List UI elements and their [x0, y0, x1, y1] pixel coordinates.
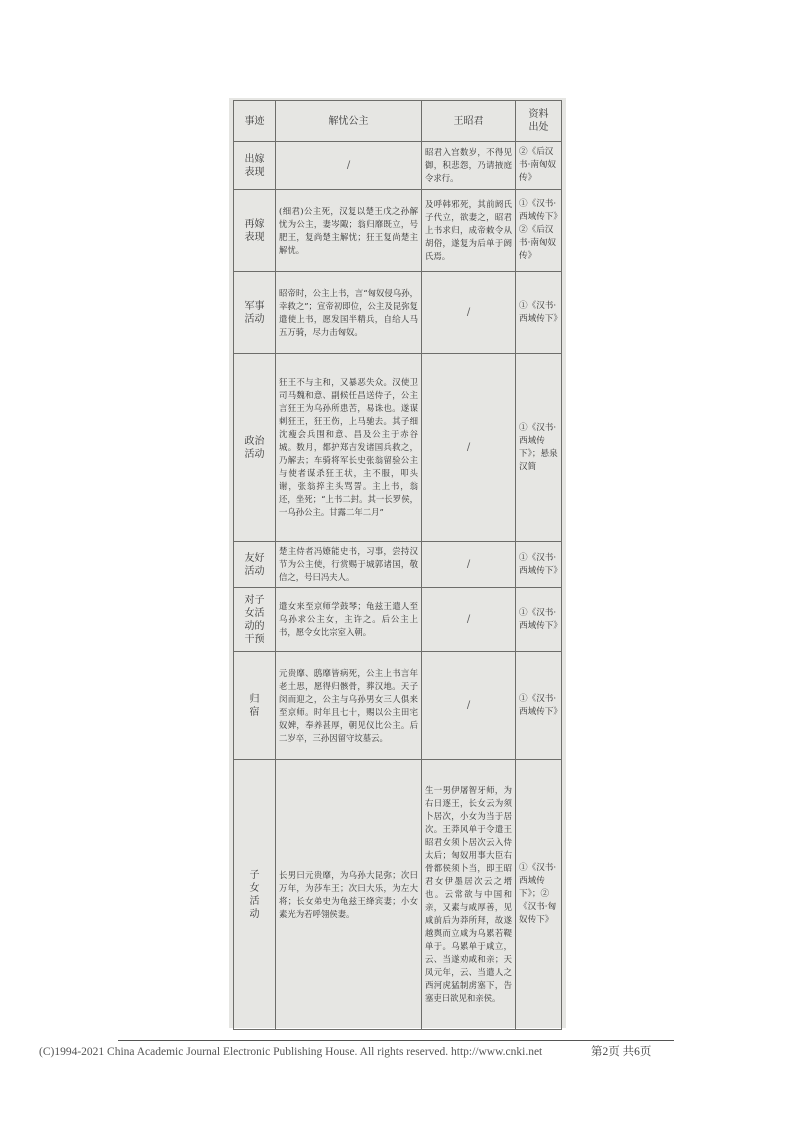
source-cell: ②《后汉书·南匈奴传》	[516, 142, 562, 190]
table-row	[234, 652, 562, 760]
footer-divider	[118, 1040, 674, 1041]
event-cell: 出嫁 表现	[234, 142, 276, 190]
source-cell: ①《汉书·西域传下》	[516, 272, 562, 354]
event-cell: 对子 女活 动的 干预	[234, 588, 276, 652]
table-header-row	[234, 101, 562, 142]
event-cell: 军事 活动	[234, 272, 276, 354]
table-row	[234, 142, 562, 190]
zhaojun-cell: /	[422, 652, 516, 760]
jieyou-cell: 长男曰元贵靡，为乌孙大昆弥；次曰万年，为莎车王；次曰大乐，为左大将；长女弟史为龟兹王绛宾妻；小女素光为若呼翎侯妻。	[276, 760, 422, 1030]
header-jieyou: 解忧公主	[276, 101, 422, 142]
zhaojun-cell: /	[422, 354, 516, 542]
jieyou-cell: 昭帝时，公主上书，言“匈奴侵乌孙，幸救之”；宣帝初即位，公主及昆弥复遣使上书，愿发国半精兵，自给人马五万骑，尽力击匈奴。	[276, 272, 422, 354]
zhaojun-cell: /	[422, 542, 516, 588]
source-cell: ①《汉书·西域传下》；②《汉书·匈奴传下》	[516, 760, 562, 1030]
jieyou-cell: 元贵靡、鸱靡皆病死，公主上书言年老土思，愿得归骸骨，葬汉地。天子闵而迎之，公主与乌孙男女三人俱来至京师。时年且七十，赐以公主田宅奴婢，奉养甚厚，朝见仪比公主。后二岁卒，三孙因留守坟墓云。	[276, 652, 422, 760]
zhaojun-cell: 昭君入宫数岁，不得见御，积悲怨，乃请掖庭令求行。	[422, 142, 516, 190]
jieyou-cell: 楚主侍者冯嫽能史书，习事，尝持汉节为公主使，行赏赐于城郭诸国，敬信之，号曰冯夫人。	[276, 542, 422, 588]
comparison-table	[233, 100, 562, 1030]
table-row	[234, 588, 562, 652]
header-event: 事迹	[234, 101, 276, 142]
table-row	[234, 542, 562, 588]
jieyou-cell: 狂王不与主和，又暴恶失众。汉使卫司马魏和意、副候任昌送侍子，公主言狂王为乌孙所患苦，易诛也。遂谋刺狂王，狂王伤，上马驰去。其子细沈瘦会兵围和意、昌及公主于赤谷城。数月，都护郑吉发诸国兵救之，乃解去；车骑将军长史张翁留验公主与使者谋杀狂王状，主不服，叩头谢，张翁捽主头骂詈。主上书，翁还，坐死；“上书二封。其一长罗侯，一乌孙公主。甘露二年二月”	[276, 354, 422, 542]
source-cell: ①《汉书·西域传下》	[516, 588, 562, 652]
event-cell: 再嫁 表现	[234, 190, 276, 272]
source-cell: ①《汉书·西域传下》	[516, 542, 562, 588]
event-cell: 友好 活动	[234, 542, 276, 588]
copyright-notice: (C)1994-2021 China Academic Journal Electronic Publishing House. All rights reserved. http://www.cnki.net	[39, 1046, 543, 1058]
event-cell: 归 宿	[234, 652, 276, 760]
source-cell: ①《汉书·西域传下》；悬泉汉简	[516, 354, 562, 542]
event-cell: 子 女 活 动	[234, 760, 276, 1030]
table-row	[234, 760, 562, 1030]
jieyou-cell: (细君)公主死，汉复以楚王戊之孙解忧为公主，妻岑陬；翁归靡既立，号肥王，复尚楚主解忧；狂王复尚楚主解忧。	[276, 190, 422, 272]
zhaojun-cell: /	[422, 588, 516, 652]
source-cell: ①《汉书·西域传下》	[516, 652, 562, 760]
table-row	[234, 190, 562, 272]
zhaojun-cell: 及呼韩邪死，其前阏氏子代立，欲妻之，昭君上书求归，成帝敕令从胡俗，遂复为后单于阏氏焉。	[422, 190, 516, 272]
jieyou-cell: /	[276, 142, 422, 190]
zhaojun-cell: 生一男伊屠智牙师，为右日逐王，长女云为须卜居次，小女为当于居次。王莽风单于令遣王昭君女须卜居次云入侍太后；匈奴用事大臣右骨都侯须卜当，即王昭君女伊墨居次云之壻也。云常欲与中国和亲，又素与咸厚善，见咸前后为莽所拜，故遂越舆而立咸为乌累若鞮单于。乌累单于咸立，云、当遂劝咸和亲；天凤元年，云、当遣人之西河虎猛制虏塞下，告塞吏曰欲见和亲侯。	[422, 760, 516, 1030]
table-row	[234, 354, 562, 542]
page-number: 第2页 共6页	[591, 1043, 651, 1059]
event-cell: 政治 活动	[234, 354, 276, 542]
header-source: 资料 出处	[516, 101, 562, 142]
table-row	[234, 272, 562, 354]
header-zhaojun: 王昭君	[422, 101, 516, 142]
zhaojun-cell: /	[422, 272, 516, 354]
jieyou-cell: 遣女来至京师学鼓琴；龟兹王遣人至乌孙求公主女，主许之。后公主上书，愿令女比宗室入朝。	[276, 588, 422, 652]
source-cell: ①《汉书·西域传下》②《后汉书·南匈奴传》	[516, 190, 562, 272]
